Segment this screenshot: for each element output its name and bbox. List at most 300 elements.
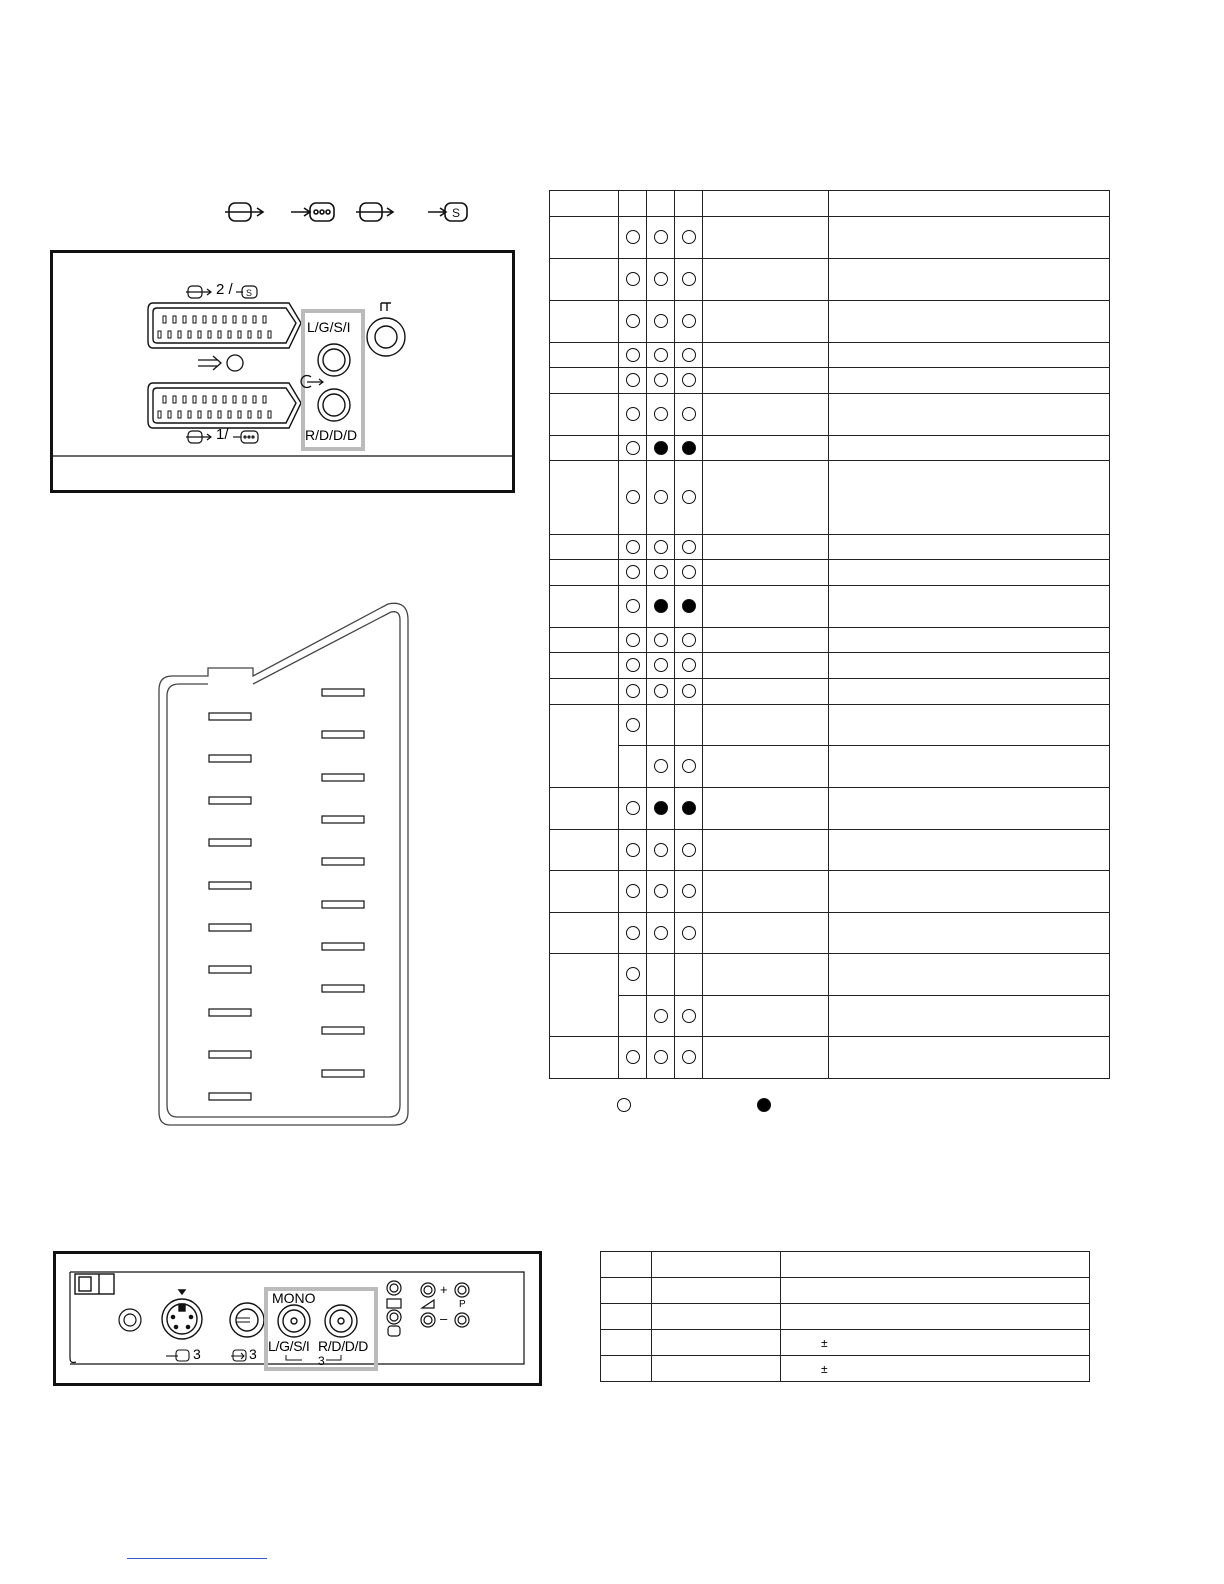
open-circle-icon	[654, 684, 668, 698]
header-pin	[550, 191, 619, 217]
mark-cell	[647, 871, 675, 913]
table-row	[550, 996, 1110, 1037]
open-circle-icon	[617, 1098, 631, 1112]
header-col-1	[619, 191, 647, 217]
mark-cell	[647, 217, 675, 259]
open-circle-icon	[626, 801, 640, 815]
table-row	[550, 461, 1110, 535]
open-circle-icon	[626, 633, 640, 647]
scart-1-label: 1/	[216, 426, 229, 443]
mark-cell	[675, 535, 703, 560]
signal-cell	[703, 259, 829, 301]
mark-cell	[675, 394, 703, 436]
signal-cell	[703, 586, 829, 628]
table-row	[550, 628, 1110, 653]
mark-cell	[619, 705, 647, 746]
open-circle-icon	[682, 407, 696, 421]
pin-cell	[550, 830, 619, 871]
signal-cell	[703, 705, 829, 746]
input-arrow-icon	[225, 203, 263, 221]
pin-cell	[550, 461, 619, 535]
filled-circle-icon	[654, 599, 668, 613]
open-circle-icon	[682, 684, 696, 698]
signal-cell	[703, 830, 829, 871]
open-circle-icon	[654, 490, 668, 504]
mark-cell	[647, 679, 675, 705]
signal-cell	[703, 535, 829, 560]
mark-cell	[647, 436, 675, 461]
open-circle-icon	[682, 490, 696, 504]
mark-cell	[619, 259, 647, 301]
level-cell	[829, 705, 1110, 746]
double-arrow-icon	[198, 355, 243, 371]
scart-1-connector	[148, 383, 301, 428]
value-cell	[781, 1278, 1090, 1304]
open-circle-icon	[654, 633, 668, 647]
pin-slot	[209, 1051, 251, 1058]
audio-jack-left	[318, 344, 350, 376]
signal-cell	[703, 368, 829, 394]
mark-cell	[619, 560, 647, 586]
footer-link-underline	[127, 1558, 267, 1559]
table-row	[601, 1278, 1090, 1304]
name-cell	[652, 1330, 781, 1356]
front-audio-left	[278, 1305, 310, 1337]
mark-cell	[619, 788, 647, 830]
table-row	[550, 830, 1110, 871]
signal-cell	[703, 679, 829, 705]
filled-circle-icon	[682, 801, 696, 815]
header-signal	[703, 191, 829, 217]
name-cell	[652, 1278, 781, 1304]
open-circle-icon	[626, 540, 640, 554]
rgb-out-icon	[291, 203, 334, 221]
table-row	[550, 871, 1110, 913]
pin-cell	[550, 301, 619, 343]
pin-slot	[209, 966, 251, 973]
signal-cell	[703, 461, 829, 535]
rear-panel-drawing	[53, 253, 512, 490]
mark-cell	[647, 535, 675, 560]
scart-1-icon	[186, 431, 211, 443]
pin-cell	[550, 1037, 619, 1079]
mark-cell	[619, 1037, 647, 1079]
open-circle-icon	[682, 633, 696, 647]
pin-cell	[550, 679, 619, 705]
mark-cell	[675, 217, 703, 259]
pin-slot	[322, 985, 364, 992]
name-cell	[652, 1252, 781, 1278]
pin-slot	[322, 689, 364, 696]
level-cell	[829, 788, 1110, 830]
mark-cell	[619, 996, 647, 1037]
front-audio-group-label: 3	[318, 1354, 325, 1368]
num-cell	[601, 1252, 652, 1278]
open-circle-icon	[626, 441, 640, 455]
table-row	[550, 1037, 1110, 1079]
table-row	[550, 705, 1110, 746]
mark-cell	[619, 679, 647, 705]
level-cell	[829, 871, 1110, 913]
svg-text:S: S	[452, 206, 461, 220]
mark-cell	[619, 368, 647, 394]
open-circle-icon	[654, 658, 668, 672]
open-circle-icon	[626, 272, 640, 286]
open-circle-icon	[654, 884, 668, 898]
mark-cell	[675, 788, 703, 830]
level-cell	[829, 653, 1110, 679]
mark-cell	[619, 653, 647, 679]
mark-cell	[675, 1037, 703, 1079]
pin-slot	[209, 797, 251, 804]
mark-cell	[675, 830, 703, 871]
value-cell: ±	[781, 1356, 1090, 1382]
open-circle-icon	[626, 490, 640, 504]
num-cell	[601, 1330, 652, 1356]
pin-slot	[322, 1027, 364, 1034]
level-cell	[829, 368, 1110, 394]
pin-cell	[550, 259, 619, 301]
audio-right-label: R/D/D/D	[305, 427, 358, 443]
volume-buttons	[421, 1283, 435, 1327]
mark-cell	[619, 343, 647, 368]
value-cell	[781, 1304, 1090, 1330]
mark-cell	[647, 461, 675, 535]
signal-cell	[703, 954, 829, 996]
scart-2-pins	[158, 316, 271, 338]
name-cell	[652, 1304, 781, 1330]
level-cell	[829, 586, 1110, 628]
open-circle-icon	[682, 565, 696, 579]
pin-slot	[209, 839, 251, 846]
mark-cell	[647, 368, 675, 394]
mark-cell	[675, 871, 703, 913]
mark-cell	[647, 996, 675, 1037]
mark-cell	[647, 301, 675, 343]
signal-cell	[703, 871, 829, 913]
signal-cell	[703, 560, 829, 586]
scart-2-label: 2 /	[216, 281, 233, 298]
open-circle-icon	[626, 230, 640, 244]
level-cell	[829, 461, 1110, 535]
mark-cell	[619, 746, 647, 788]
pin-cell	[550, 586, 619, 628]
open-circle-icon	[626, 599, 640, 613]
pin-cell	[550, 535, 619, 560]
signal-cell	[703, 217, 829, 259]
open-circle-icon	[654, 230, 668, 244]
connector-symbols	[223, 200, 473, 226]
open-circle-icon	[682, 1050, 696, 1064]
filled-circle-icon	[654, 441, 668, 455]
pin-slot	[322, 774, 364, 781]
rear-icon-row	[223, 200, 473, 226]
mark-cell	[675, 653, 703, 679]
mark-cell	[619, 871, 647, 913]
value-cell: ±	[781, 1330, 1090, 1356]
headphone-jack	[119, 1309, 141, 1331]
num-cell	[601, 1278, 652, 1304]
front-audio-left-label: L/G/S/I	[268, 1338, 310, 1354]
open-circle-icon	[682, 759, 696, 773]
table-row	[550, 788, 1110, 830]
mark-cell	[675, 628, 703, 653]
pin-slot	[209, 1093, 251, 1100]
name-cell	[652, 1356, 781, 1382]
rear-panel	[50, 250, 515, 493]
scart-pinout-diagram	[150, 600, 415, 1135]
open-circle-icon	[654, 926, 668, 940]
num-cell	[601, 1304, 652, 1330]
table-row	[550, 913, 1110, 954]
header-col-2	[647, 191, 675, 217]
open-circle-icon	[682, 373, 696, 387]
pin-slot	[322, 1070, 364, 1077]
pin-cell	[550, 560, 619, 586]
mark-cell	[647, 830, 675, 871]
level-cell	[829, 628, 1110, 653]
level-cell	[829, 436, 1110, 461]
signal-cell	[703, 996, 829, 1037]
signal-cell	[703, 788, 829, 830]
scart-1-pins	[158, 396, 271, 418]
signal-cell	[703, 653, 829, 679]
pin-cell	[550, 913, 619, 954]
open-circle-icon	[626, 314, 640, 328]
open-circle-icon	[682, 884, 696, 898]
mark-cell	[675, 461, 703, 535]
mark-cell	[647, 394, 675, 436]
table-row	[550, 560, 1110, 586]
signal-cell	[703, 746, 829, 788]
table-row	[550, 586, 1110, 628]
mark-cell	[619, 913, 647, 954]
open-circle-icon	[626, 565, 640, 579]
mark-cell	[619, 535, 647, 560]
mark-cell	[619, 954, 647, 996]
open-circle-icon	[654, 373, 668, 387]
open-circle-icon	[626, 407, 640, 421]
pin-slot	[209, 882, 251, 889]
mark-cell	[647, 628, 675, 653]
open-circle-icon	[654, 1050, 668, 1064]
pin-cell	[550, 628, 619, 653]
power-switch	[75, 1274, 114, 1294]
open-circle-icon	[654, 348, 668, 362]
svideo-icon	[236, 286, 257, 298]
pin-cell	[550, 217, 619, 259]
level-cell	[829, 217, 1110, 259]
pin-cell	[550, 954, 619, 1037]
audio-jack-right	[318, 389, 350, 421]
table-row	[550, 436, 1110, 461]
mark-cell	[647, 788, 675, 830]
table-row	[550, 746, 1110, 788]
volume-plus-label: +	[440, 1282, 448, 1297]
table-row	[550, 217, 1110, 259]
open-circle-icon	[626, 967, 640, 981]
table-row	[550, 679, 1110, 705]
mark-cell	[647, 586, 675, 628]
pin-cell	[550, 368, 619, 394]
rgb-icon	[233, 431, 258, 443]
level-cell	[829, 560, 1110, 586]
open-circle-icon	[682, 348, 696, 362]
table-row	[550, 653, 1110, 679]
mark-cell	[675, 368, 703, 394]
audio-left-label: L/G/S/I	[307, 319, 351, 335]
mark-cell	[675, 705, 703, 746]
level-cell	[829, 394, 1110, 436]
open-circle-icon	[682, 658, 696, 672]
table-row	[550, 394, 1110, 436]
header-col-3	[675, 191, 703, 217]
open-circle-icon	[626, 1050, 640, 1064]
open-circle-icon	[626, 926, 640, 940]
pin-slot	[322, 858, 364, 865]
table-row	[601, 1356, 1090, 1382]
front-audio-right-label: R/D/D/D	[318, 1338, 369, 1354]
mark-cell	[647, 746, 675, 788]
scart-2-connector	[148, 303, 301, 348]
level-cell	[829, 996, 1110, 1037]
antenna-socket	[367, 303, 405, 356]
table-row	[601, 1252, 1090, 1278]
value-cell	[781, 1252, 1090, 1278]
mark-cell	[647, 705, 675, 746]
open-circle-icon	[626, 684, 640, 698]
table-row	[550, 368, 1110, 394]
mark-cell	[647, 560, 675, 586]
mark-cell	[619, 830, 647, 871]
pin-cell	[550, 871, 619, 913]
signal-cell	[703, 394, 829, 436]
signal-cell	[703, 301, 829, 343]
level-cell	[829, 954, 1110, 996]
table-row	[550, 954, 1110, 996]
open-circle-icon	[626, 843, 640, 857]
open-circle-icon	[626, 884, 640, 898]
front-video-label: 3	[249, 1346, 257, 1362]
mark-cell	[647, 954, 675, 996]
mark-cell	[647, 259, 675, 301]
signal-cell	[703, 628, 829, 653]
pin-slot	[322, 943, 364, 950]
mark-cell	[619, 217, 647, 259]
mark-cell	[619, 586, 647, 628]
legend-filled	[757, 1096, 771, 1114]
pin-slot	[322, 731, 364, 738]
pin-cell	[550, 394, 619, 436]
scart-2-icon	[186, 286, 211, 298]
mark-cell	[619, 628, 647, 653]
table-header-row	[550, 191, 1110, 217]
open-circle-icon	[682, 230, 696, 244]
front-panel	[53, 1251, 542, 1386]
svideo-socket	[162, 1290, 202, 1339]
pin-cell	[550, 788, 619, 830]
indicator-lamps	[387, 1281, 401, 1336]
video-socket	[230, 1303, 264, 1337]
mark-cell	[675, 301, 703, 343]
open-circle-icon	[682, 926, 696, 940]
pin-slot	[209, 1009, 251, 1016]
open-circle-icon	[682, 1009, 696, 1023]
front-svideo-icon	[166, 1350, 189, 1361]
mark-cell	[647, 653, 675, 679]
open-circle-icon	[626, 348, 640, 362]
mark-cell	[647, 343, 675, 368]
num-cell	[601, 1356, 652, 1382]
mark-cell	[675, 746, 703, 788]
level-cell	[829, 259, 1110, 301]
mark-cell	[675, 913, 703, 954]
open-circle-icon	[682, 272, 696, 286]
mark-cell	[675, 343, 703, 368]
pin-signal-table	[549, 190, 1110, 1079]
pin-cell	[550, 705, 619, 788]
table-row	[550, 343, 1110, 368]
input-arrow-icon	[356, 203, 393, 221]
pin-slot	[322, 816, 364, 823]
open-circle-icon	[654, 843, 668, 857]
header-level	[829, 191, 1110, 217]
open-circle-icon	[682, 843, 696, 857]
mark-cell	[675, 560, 703, 586]
mark-cell	[619, 301, 647, 343]
open-circle-icon	[682, 540, 696, 554]
mark-cell	[619, 461, 647, 535]
pin-cell	[550, 343, 619, 368]
mark-cell	[647, 913, 675, 954]
filled-circle-icon	[654, 801, 668, 815]
level-cell	[829, 301, 1110, 343]
svg-text:S: S	[246, 288, 253, 298]
open-circle-icon	[654, 759, 668, 773]
front-panel-drawing	[56, 1254, 539, 1383]
mark-cell	[675, 586, 703, 628]
mark-cell	[675, 996, 703, 1037]
filled-circle-icon	[682, 599, 696, 613]
mark-cell	[675, 436, 703, 461]
mark-cell	[675, 954, 703, 996]
table-row	[550, 535, 1110, 560]
open-circle-icon	[654, 314, 668, 328]
pin-slot	[209, 924, 251, 931]
level-cell	[829, 535, 1110, 560]
open-circle-icon	[654, 272, 668, 286]
pin-slot	[322, 901, 364, 908]
level-cell	[829, 343, 1110, 368]
open-circle-icon	[682, 314, 696, 328]
front-spec-table	[600, 1251, 1090, 1382]
filled-circle-icon	[682, 441, 696, 455]
signal-cell	[703, 1037, 829, 1079]
pin-cell	[550, 653, 619, 679]
open-circle-icon	[654, 540, 668, 554]
table-row	[550, 259, 1110, 301]
mono-label: MONO	[272, 1290, 316, 1306]
open-circle-icon	[654, 1009, 668, 1023]
front-audio-right	[325, 1305, 357, 1337]
open-circle-icon	[626, 718, 640, 732]
svideo-in-icon	[428, 203, 467, 221]
program-label: P	[459, 1299, 466, 1310]
volume-minus-label: –	[440, 1311, 448, 1326]
mark-cell	[647, 1037, 675, 1079]
pin-table-body	[550, 217, 1110, 1079]
front-video-icon	[231, 1350, 246, 1361]
